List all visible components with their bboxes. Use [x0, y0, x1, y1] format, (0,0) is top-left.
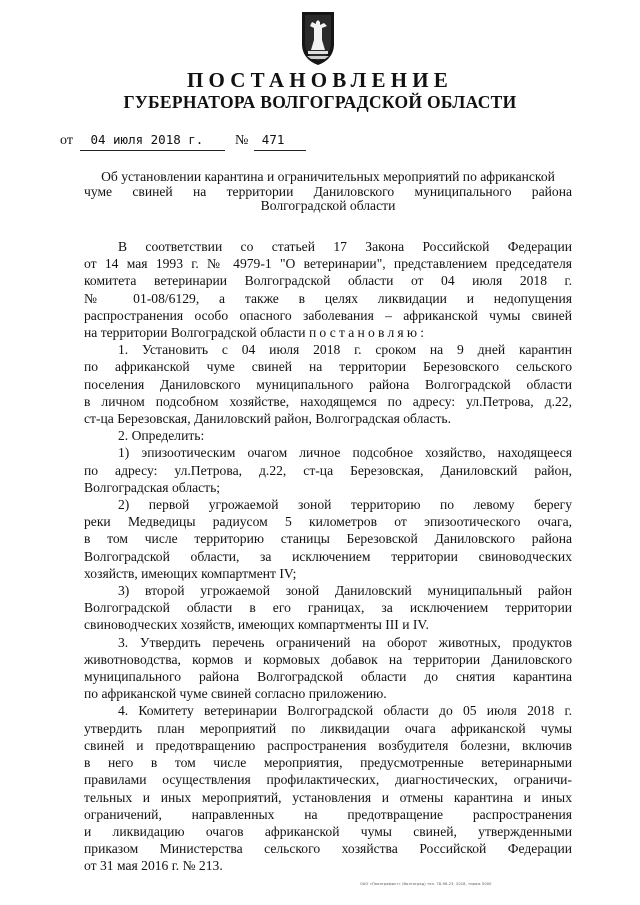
body-line-text: муниципального района Волгоградской области до снятия карантина [84, 669, 572, 685]
body-line [84, 324, 572, 341]
body-line [84, 410, 572, 427]
body-line [84, 290, 572, 307]
body-line [84, 702, 572, 719]
body-line-text: Волгоградская область; [84, 479, 221, 495]
body-line-text: Волгоградской области, за исключением территории свиноводческих [84, 548, 572, 564]
body-line-text: реки Медведицы радиусом 5 километров от эпизоотического очага, [84, 514, 572, 530]
body-line [84, 737, 572, 754]
body-line [84, 582, 572, 599]
body-line [84, 857, 572, 874]
body-line-text: Волгоградской области в его границах, за исключением территории [84, 600, 572, 616]
body-line-text: от 14 мая 1993 г. № 4979-1 "О ветеринарии", представлением председателя [84, 256, 572, 272]
body-line [84, 427, 572, 444]
body-line-text: хозяйств, имеющих компартмент IV; [84, 565, 297, 581]
document-type-title: ПОСТАНОВЛЕНИЕ [186, 68, 454, 92]
body-line [84, 651, 572, 668]
body-line-text: распространения особо опасного заболевания – африканской чумы свиней [84, 307, 572, 323]
body-line-text: свиноводческих хозяйств, имеющих компартменты III и IV. [84, 617, 429, 633]
body-line-text: 2. Определить: [118, 428, 205, 444]
body-line [84, 685, 572, 702]
number-value: 471 [261, 132, 285, 147]
body-line-text: 1) эпизоотическим очагом личное подсобное хозяйство, находящееся [118, 445, 572, 461]
body-line-text: в том числе территорию станицы Березовской Даниловского района [84, 531, 572, 547]
number-field [254, 131, 306, 151]
body-line [84, 341, 572, 358]
body-line [84, 307, 572, 324]
body-line [84, 823, 572, 840]
body-line [84, 272, 572, 289]
body-line-text: свиней и предотвращению распространения возбудителя болезни, включив [84, 737, 572, 753]
date-value: 04 июля 2018 г. [90, 132, 204, 147]
print-footer: ОАО «Полиграфист» (Волгоград) тел. 78-96-23, 2018, тираж 5000 [360, 882, 492, 886]
number-label: № [234, 133, 249, 148]
body-line-text: 3. Утвердить перечень ограничений на оборот животных, продуктов [118, 634, 572, 650]
body-line-text: 2) первой угрожаемой зоной территорию по левому берегу [118, 497, 572, 513]
heading-line: чуме свиней на территории Даниловского муниципального района [84, 183, 572, 199]
body-line [84, 358, 572, 375]
body-line [84, 444, 572, 461]
body-line [84, 393, 572, 410]
body-line-text: по африканской чуме свиней на территории Березовского сельского [84, 359, 572, 375]
body-line-text: ст-ца Березовская, Даниловский район, Волгоградская область. [84, 411, 452, 427]
body-line-text: 3) второй угрожаемой зоной Даниловский муниципальный район [118, 583, 572, 599]
body-line [84, 513, 572, 530]
body-line-text: комитета ветеринарии Волгоградской области от 04 июля 2018 г. [84, 273, 572, 289]
body-line-text: ограничений, направленных на предотвращение распространения [84, 806, 572, 822]
body-line [84, 668, 572, 685]
from-label: от [60, 133, 73, 148]
body-line-text: в личном подсобном хозяйстве, находящемся по адресу: ул.Петрова, д.22, [84, 393, 572, 409]
body-line [84, 720, 572, 737]
body-line [84, 462, 572, 479]
body-line [84, 238, 572, 255]
body-line [84, 565, 572, 582]
issuer-title: ГУБЕРНАТОРА ВОЛГОГРАДСКОЙ ОБЛАСТИ [123, 92, 517, 112]
body-line-text: и ликвидацию очагов африканской чумы свиней, утвержденными [84, 823, 572, 839]
body-line [84, 616, 572, 633]
body-line [84, 479, 572, 496]
body-line [84, 789, 572, 806]
body-line-text: правилами осуществления профилактических, диагностических, ограничи- [84, 772, 572, 788]
body-line [84, 599, 572, 616]
body-line [84, 376, 572, 393]
body-line-text: на территории Волгоградской области [84, 325, 306, 341]
body-line-text: поселения Даниловского муниципального района Волгоградской области [84, 376, 572, 392]
body-line [84, 548, 572, 565]
body-line-text: приказом Министерства сельского хозяйства Российской Федерации [84, 841, 572, 857]
body-line-text: тельных и иных мероприятий, установления и отмены карантина и иных [84, 789, 572, 805]
body-line-text: животноводства, кормов и кормовых добавок на территории Даниловского [84, 651, 572, 667]
date-number-line [60, 131, 306, 151]
body-line-text: утвердить план мероприятий по ликвидации очага африканской чумы [84, 720, 572, 736]
body-line-text: В соответствии со статьей 17 Закона Российской Федерации [118, 239, 572, 254]
heading-line: Волгоградской области [260, 198, 396, 213]
body-line [84, 496, 572, 513]
body-line [84, 840, 572, 857]
body-line [84, 754, 572, 771]
body-line-text: № 01-08/6129, а также в целях ликвидации и недопущения [84, 290, 572, 306]
body-line-text: 4. Комитету ветеринарии Волгоградской области до 05 июля 2018 г. [118, 703, 572, 719]
coat-of-arms-icon [298, 10, 338, 66]
body-line [84, 255, 572, 272]
body-line [84, 530, 572, 547]
body-line [84, 634, 572, 651]
body-line-text: 1. Установить с 04 июля 2018 г. сроком на 9 дней карантин [118, 342, 572, 358]
date-field [80, 131, 225, 151]
resolution-word: постановляю: [308, 325, 428, 341]
body-line-text: по адресу: ул.Петрова, д.22, ст-ца Березовская, Даниловский район, [84, 462, 572, 478]
document-heading [84, 170, 572, 214]
body-line [84, 771, 572, 788]
document-body [84, 238, 572, 875]
body-line [84, 806, 572, 823]
body-line-text: по африканской чуме свиней согласно приложению. [84, 686, 387, 702]
body-line-text: в него в том числе мероприятия, предусмотренные ветеринарными [84, 755, 572, 771]
heading-line: Об установлении карантина и ограничительных мероприятий по африканской [101, 169, 555, 184]
body-line-text: от 31 мая 2016 г. № 213. [84, 858, 223, 874]
